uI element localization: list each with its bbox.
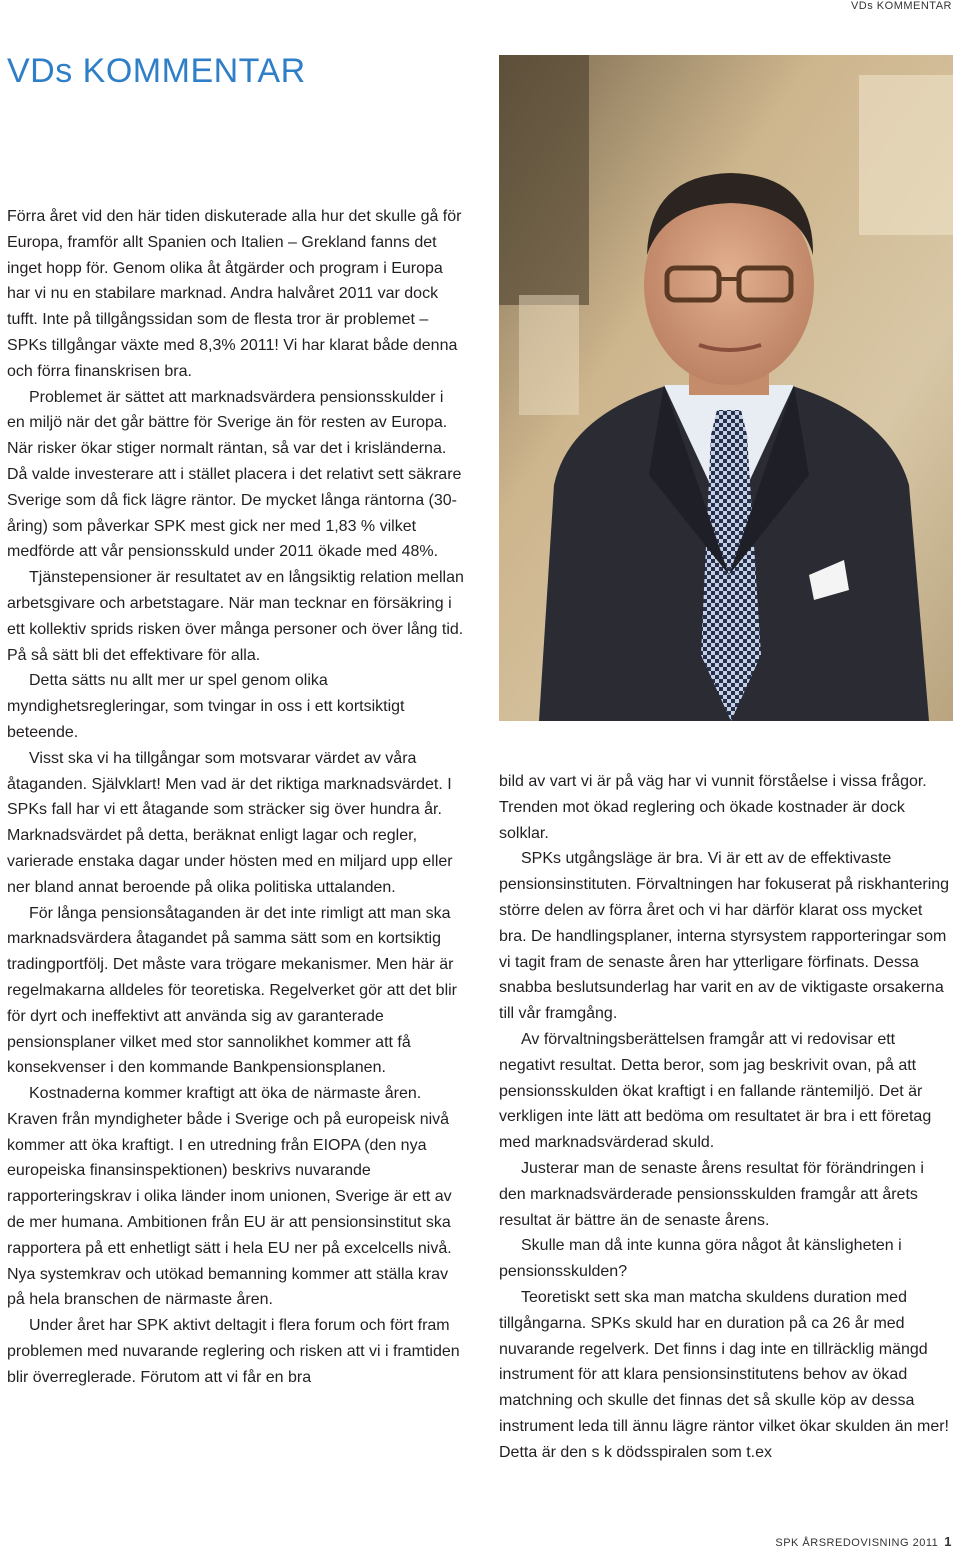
paragraph: Kostnaderna kommer kraftigt att öka de närmaste åren. Kraven från myndigheter både i Sverige och på europeisk nivå kommer att öka kraftigt. I en utredning från EIOPA (den nya europeiska finansinspektionen) beskrivs nuvarande rapporteringskrav i olika länder inom unionen, Sverige är ett av de mer humana. Ambitionen från EU är att pensionsinstitut ska rapportera på ett enhetligt sätt i hela EU ner på excelcells nivå. Nya systemkrav och utökad bemanning kommer att ställa krav på hela branschen de närmaste åren. — [7, 1085, 452, 1309]
paragraph: Under året har SPK aktivt deltagit i flera forum och fört fram problemen med nuvarande reglering och risken att vi i framtiden blir överreglerade. Förutom att vi får en bra — [7, 1317, 460, 1386]
page-footer — [775, 1534, 952, 1549]
publication-name: SPK ÅRSREDOVISNING 2011 — [775, 1537, 939, 1549]
paragraph: Av förvaltningsberättelsen framgår att vi redovisar ett negativt resultat. Detta beror, som jag beskrivit ovan, på att pensionsskulden ökat kraftigt i en fallande räntemiljö. Det är verkligen inte lätt att bedöma om resultatet är bra i ett företag med marknadsvärderad skuld. — [499, 1030, 932, 1152]
paragraph: Skulle man då inte kunna göra något åt känsligheten i pensionsskulden? — [499, 1237, 902, 1281]
right-text-column — [499, 769, 954, 1466]
paragraph: Problemet är sättet att marknadsvärdera pensionsskulder i en miljö när det går bättre för Sverige än för resten av Europa. När risker ökar stiger normalt räntan, så var det i krisländerna. Då valde investerare att i stället placera i det relativt sett säkrare Sverige som då fick lägre räntor. De mycket långa räntorna (30-åring) som påverkar SPK mest gick ner med 1,83 % vilket medförde att vår pensionsskuld under 2011 ökade med 48%. — [7, 388, 462, 561]
paragraph: Detta sätts nu allt mer ur spel genom olika myndighetsregleringar, som tvingar in oss i ett kortsiktigt beteende. — [7, 672, 405, 741]
paragraph: Visst ska vi ha tillgångar som motsvarar värdet av våra åtaganden. Självklart! Men vad är det riktiga marknadsvärdet. I SPKs fall har vi ett åtagande som sträcker sig över hundra år. Marknadsvärdet på detta, beräknat enligt lagar och regler, varierade enstaka dagar under hösten med en miljard upp eller ner bland annat beroende på olika politiska uttalanden. — [7, 749, 453, 896]
left-text-column — [7, 204, 465, 1391]
paragraph: Teoretiskt sett ska man matcha skuldens duration med tillgångarna. SPKs skuld har en duration på ca 26 år med nuvarande regelverk. Det finns i dag inte en tillräcklig mängd instrument för att klara pensionsinstitutens behov av ökad matchning och skulle det finnas det så skulle köp av dessa instrument leda till ännu lägre räntor vilket ökar skulden än mer! Detta är den s k dödsspiralen som t.ex — [499, 1288, 949, 1461]
running-header: VDs KOMMENTAR — [850, 0, 952, 12]
page-number: 1 — [944, 1534, 952, 1549]
paragraph: För långa pensionsåtaganden är det inte rimligt att man ska marknadsvärdera åtagandet på samma sätt som en kortsiktig tradingportfölj. Det måste vara trögare mekanismer. Men här är regelmakarna alldeles för teoretiska. Regelverket gör att det blir för dyrt och ineffektivt att använda sig av garanterade pensionsplaner vilket med stor sannolikhet kommer att få konsekvenser i den kommande Bankpensionsplanen. — [7, 904, 457, 1077]
ceo-portrait-photo — [499, 55, 953, 721]
paragraph: Förra året vid den här tiden diskuterade alla hur det skulle gå för Europa, framför allt Spanien och Italien – Grekland fanns det inget hopp för. Genom olika åt åtgärder och program i Europa har vi nu en stabilare marknad. Andra halvåret 2011 var dock tufft. Inte på tillgångssidan som de flesta tror är problemet – SPKs tillgångar växte med 8,3% 2011! Vi har klarat både denna och förra finanskrisen bra. — [7, 208, 462, 380]
paragraph: Justerar man de senaste årens resultat för förändringen i den marknadsvärderade pensionsskulden framgår att årets resultat är bättre än de senaste årens. — [499, 1159, 924, 1229]
paragraph: SPKs utgångsläge är bra. Vi är ett av de effektivaste pensionsinstituten. Förvaltningen har fokuserat på riskhantering större delen av förra året och vi har därför klarat oss mycket bra. De handlingsplaner, interna styrsystem rapporteringar som vi tagit fram de senaste åren har ytterligare förfinats. Dessa snabba beslutsunderlag har varit en av de viktigaste orsakerna till vår framgång. — [499, 850, 950, 1023]
paragraph: Tjänstepensioner är resultatet av en långsiktig relation mellan arbetsgivare och arbetstagare. När man tecknar en försäkring i ett kollektiv sprids risken över många personer och över lång tid. På så sätt bli det effektivare för alla. — [7, 569, 464, 664]
page-title: VDs KOMMENTAR — [7, 52, 306, 90]
paragraph: bild av vart vi är på väg har vi vunnit förståelse i vissa frågor. Trenden mot ökad reglering och ökade kostnader är dock solklar. — [499, 773, 927, 842]
